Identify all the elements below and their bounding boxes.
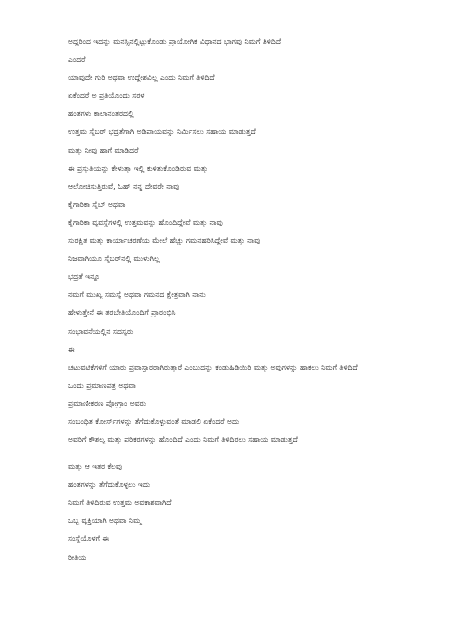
text-line: ಸುರಕ್ಷಿತ ಮತ್ತು ಕಾರ್ಯಾಚರಣೆಯ ಮೇಲೆ ಹೆಚ್ಚು ಗಮನಹರಿಸಿದ್ದೇವೆ ಮತ್ತು ನಾವು	[68, 236, 261, 246]
text-line: ನಮಗೆ ಮುಖ್ಯ ಸಮಸ್ಯೆ ಅಥವಾ ಗಮನದ ಕ್ಷೇತ್ರವಾಗಿ ನಾನು	[68, 290, 206, 300]
text-line: ಸಂಭಾವನೆಯಲ್ಲಿನ ಸದಸ್ಯರು	[68, 326, 134, 336]
text-line: ಹಂತಗಳು ಕಾಲಾನಂತರದಲ್ಲಿ	[68, 109, 134, 119]
text-line: ಚಟುವಟಿಕೆಗಳಿಗೆ ಯಾರು ಪ್ರವಾಸ್ಸಾರರಾಗಿರುತ್ತಾರೆ ಎಂಬುದನ್ನು ಕಂಡುಹಿಡಿಯಿರಿ ಮತ್ತು ಅವುಗಳನ್ನು ಹಾಕಲು ನಿಮಗೆ ತಿಳಿದಿದೆ	[68, 362, 358, 372]
text-line: ಕೈಗಾರಿಕಾ ಸೈಬ್ ಅಥವಾ	[68, 199, 126, 209]
text-line: ಉತ್ತಮ ಸೈಬರ್ ಭದ್ರತೆಗಾಗಿ ಅಡಿಪಾಯವನ್ನು ನಿರ್ಮಿಸಲು ಸಹಾಯ ಮಾಡುತ್ತದೆ	[68, 127, 256, 137]
text-line: ಆಲೋಚಿಸುತ್ತಿರುವೆ, ಓಹ್ ನನ್ನ ದೇವರೇ ನಾವು	[68, 181, 180, 191]
transcript-text	[68, 37, 468, 571]
text-line: ಒಂದು ಪ್ರಮಾಣಪತ್ರ ಅಥವಾ	[68, 380, 136, 390]
text-line: ಅವರಿಗೆ ಕೌಶಲ್ಯ ಮತ್ತು ಪರಿಕರಗಳನ್ನು ಹೊಂದಿದೆ ಎಂದು ನಿಮಗೆ ತಿಳಿದಿರಲು ಸಹಾಯ ಮಾಡುತ್ತದೆ	[68, 435, 298, 445]
text-line: ರೀತಿಯ	[68, 552, 87, 562]
text-line: ಹಂತಗಳನ್ನು ತೆಗೆದುಕೊಳ್ಳಲು ಇದು	[68, 480, 151, 490]
text-line: ಭದ್ರತೆ ಇನ್ನೂ	[68, 272, 101, 282]
text-line: ಹೇಳುತ್ತೇನೆ ಈ ತರಬೇತಿಯೊಂದಿಗೆ ಪ್ರಾರಂಭಿಸಿ	[68, 308, 176, 318]
text-line: ಏಕೆಂದರೆ ಅ ಪ್ರತಿಯೊಂದು ಸರಳ	[68, 91, 145, 101]
text-line: ನಿಜವಾಗಿಯೂ ಸೈಬರ್‌ನಲ್ಲಿ ಮುಳುಗಿಲ್ಲ	[68, 254, 160, 264]
text-line: ಸಂಸ್ಥೆಯೊಳಗೆ ಈ	[68, 534, 109, 544]
text-line: ಒಬ್ಬ ವ್ಯಕ್ತಿಯಾಗಿ ಅಥವಾ ನಿಮ್ಮ	[68, 516, 142, 526]
text-line: ನಿಮಗೆ ತಿಳಿದಿರುವ ಉತ್ತಮ ಅವಕಾಶವಾಗಿದೆ	[68, 498, 172, 508]
text-line: ಎಂದರೆ	[68, 55, 86, 65]
text-line: ಯಾವುದೇ ಗುರಿ ಅಥವಾ ಉದ್ದೇಶವಿಲ್ಲ ಎಂದು ನಿಮಗೆ ತಿಳಿದಿದೆ	[68, 73, 215, 83]
text-line: ಈ ಪ್ರಸ್ತುತಿಯನ್ನು ಕೇಳುತ್ತಾ ಇಲ್ಲಿ ಕುಳಿತುಕೊಂಡಿರುವ ಮತ್ತು	[68, 163, 208, 173]
text-line: ಮತ್ತು ನೀವು ಹಾಗೆ ಮಾಡಿದರೆ	[68, 145, 139, 155]
text-line: ಅದ್ದರಿಂದ ಇದನ್ನು ಮನಸ್ಸಿನಲ್ಲಿಟ್ಟುಕೊಂಡು ಪ್ರಾಯೋಗಿಕ ವಿಧಾನದ ಭಾಗವು ನಿಮಗೆ ತಿಳಿದಿದೆ	[68, 37, 282, 46]
text-line: ಸಂಬಂಧಿತ ಕೋರ್ಸ್‌ಗಳನ್ನು ತೆಗೆದುಕೊಳ್ಳುವಂತೆ ಮಾಡಲಿ ಏಕೆಂದರೆ ಅದು	[68, 416, 240, 426]
text-line: ಕೈಗಾರಿಕಾ ವ್ಯವಸ್ಥೆಗಳಲ್ಲಿ ಉತ್ತಮವನ್ನು ಹೊಂದಿದ್ದೇವೆ ಮತ್ತು ನಾವು	[68, 217, 223, 227]
text-line: ಮತ್ತು ಆ ಇತರ ಕೆಲವು	[68, 462, 123, 472]
text-line: ಈ	[68, 344, 75, 354]
text-line: ಪ್ರಮಾಣೀಕರಣ ಪ್ರೋಗ್ರಾಂ ಅವರು	[68, 398, 147, 408]
